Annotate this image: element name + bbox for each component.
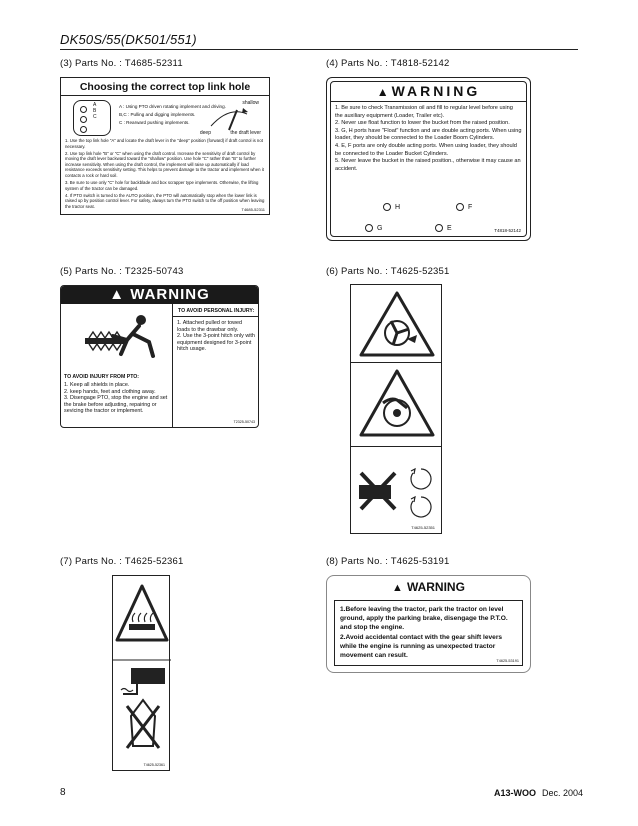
port-g: G: [365, 224, 382, 232]
top-link-bracket-icon: [73, 100, 111, 136]
warning-heading: ▲ WARNING: [331, 82, 526, 102]
port-e: E: [435, 224, 452, 232]
page-number: 8: [60, 787, 66, 798]
decal-code: T4625-53191: [496, 659, 519, 663]
warning-band: ▲ WARNING: [61, 286, 258, 304]
cell-fan-hazard: [351, 285, 441, 363]
decal-code: T4685-52311: [241, 207, 265, 212]
warning-items: 1.Before leaving the tractor, park the tractor on level ground, apply the parking brake, disengage the P.T.O. and stop the engine. 2.Avoid accidental contact with the gear shift levers while the engine is running as unexpected tractor movement can result.: [340, 606, 508, 660]
port-circle-icon: [435, 224, 443, 232]
belt-entanglement-icon: [351, 363, 443, 447]
warning-items: 1. Be sure to check Transmission oil and fill to regular level before using the auxiliary equipment (Loader, Trailer etc). 2. Never use float function to lower the bucket from the raised position. 3. G, H ports have "Float" function and are double acting ports. When using loader, they should be connected to the Loader Boom Cylinders. 4. E, F ports are only double acting ports. When using loader, they should be connected to the Loader Bucket Cylinders. 5. Never leave the bucket in the raised position., otherwise it may cause an accident.: [335, 105, 522, 172]
hitch-panel: TO AVOID PERSONAL INJURY: 1. Attached pulled or towed loads to the drawbar only. 2. Use the 3-point hitch only with equipment designed for 3-point hitch usage.: [173, 304, 258, 427]
header-rule: [60, 49, 578, 50]
hot-surface-icon: [113, 576, 171, 772]
warning-heading: ▲ WARNING: [392, 580, 465, 594]
port-circle-icon: [456, 203, 464, 211]
document-header-title: DK50S/55(DK501/551): [60, 32, 197, 47]
decal-parking-warning: [326, 575, 531, 673]
no-reach-in-icon: [351, 447, 443, 535]
draft-lever-icon: [207, 104, 251, 132]
decal-notes: 1. Use the top link hole "A" and locate the draft lever in the "deep" position (forward) if draft control is not necessary. 2. Use top link hole "B" or "C" when using the draft control. Increase the sensitivity of draft control by moving the draft lever backward toward the "shallow" position. Use hole "C" rather than "B" to further increase sensitivity. When using the draft control, the implement will raise up automatically if load resistance exceeds sensitivity setting. This helps to prevent damage to the tractor and implement when it contacts a rock or hard soil. 3. Be sure to use only "C" hole for backblade and box scrapper type implements. Otherwise, the lifting system of the tractor can be damaged. 4. If PTO switch is turned to the AUTO position, the PTO will automatically stop when the lower link is raised up by position control lever. For safety, always turn the PTO switch to the off position when leaving the tractor seat.: [65, 138, 265, 210]
decal-pto-warning: [60, 285, 259, 428]
pto-panel: TO AVOID INJURY FROM PTO: 1. Keep all shields in place. 2. keep hands, feet and clothing away. 3. Disengage PTO, stop the engine and set the brake before adjusting, repairing or sevicing the tractor or implement.: [61, 304, 173, 427]
decal-code: T4625-52361: [143, 763, 165, 767]
port-f: F: [456, 203, 472, 211]
decal-code: T2325-50743: [233, 420, 255, 424]
draft-lever-label: the draft lever: [230, 130, 261, 136]
warning-triangle-icon: ▲: [109, 286, 131, 303]
pto-entanglement-icon: [83, 308, 157, 368]
top-link-diagram: [65, 100, 265, 138]
decal-top-link-hole: [60, 77, 270, 215]
hole-letters: A B C: [93, 102, 97, 120]
port-circle-icon: [365, 224, 373, 232]
part-number-6: (6) Parts No. : T4625-52351: [326, 266, 450, 277]
shallow-label: shallow: [242, 100, 259, 106]
fan-blade-hazard-icon: [351, 285, 443, 363]
decal-code: T4625-52351: [411, 525, 435, 530]
deep-label: deep: [199, 130, 211, 136]
decal-title: Choosing the correct top link hole: [61, 81, 269, 96]
port-h: H: [383, 203, 400, 211]
cell-no-touch: [351, 447, 441, 535]
decal-code: T4818-52142: [494, 228, 521, 233]
part-number-3: (3) Parts No. : T4685-52311: [60, 58, 183, 69]
decal-hydraulic-warning: [326, 77, 531, 241]
part-number-8: (8) Parts No. : T4625-53191: [326, 556, 450, 567]
part-number-4: (4) Parts No. : T4818-52142: [326, 58, 450, 69]
part-number-7: (7) Parts No. : T4625-52361: [60, 556, 184, 567]
part-number-5: (5) Parts No. : T2325-50743: [60, 266, 184, 277]
warning-triangle-icon: ▲: [392, 582, 403, 594]
cell-belt-hazard: [351, 363, 441, 447]
warning-triangle-icon: ▲: [376, 85, 389, 99]
decal-pictograms-6: [350, 284, 442, 534]
footer-doc-info: A13-WOO Dec. 2004: [494, 788, 584, 798]
decal-pictograms-7: [112, 575, 170, 771]
hole-options: A : Using PTO driven rotating implement and driving. B,C : Pulling and digging implements. C : Rearward pushing implements.: [119, 104, 226, 125]
port-circle-icon: [383, 203, 391, 211]
